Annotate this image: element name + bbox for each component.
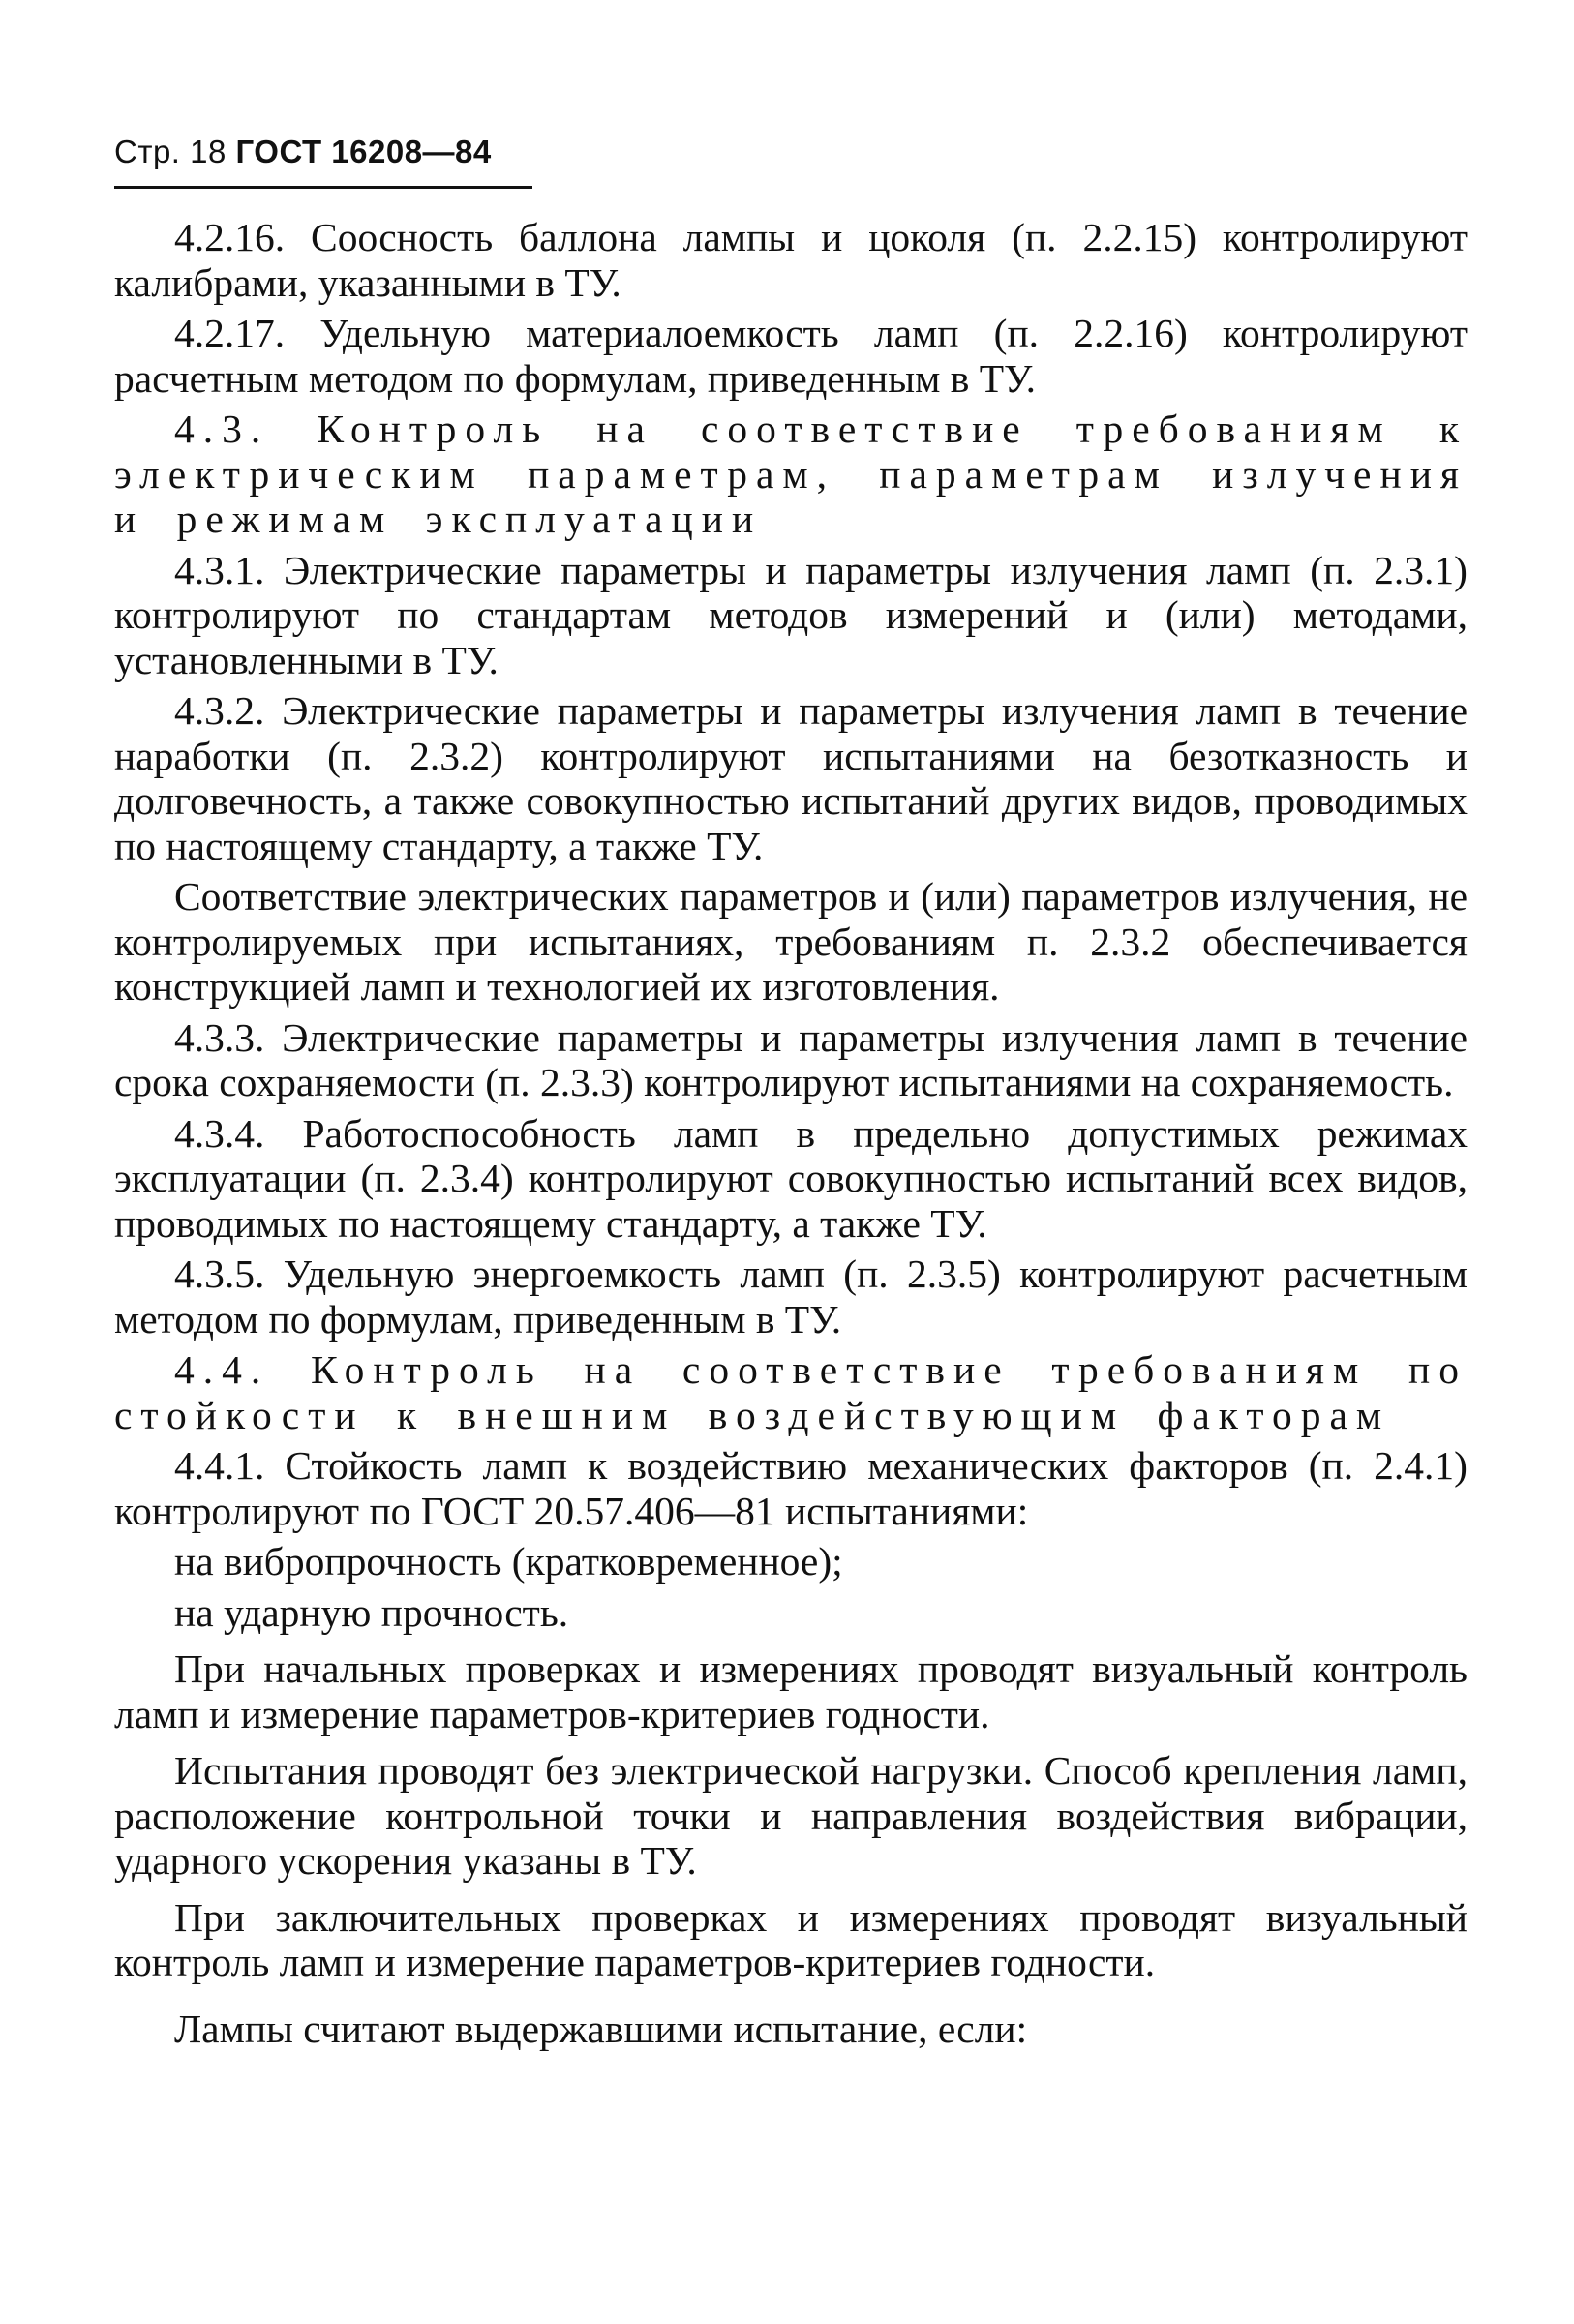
clause-4-3-4: 4.3.4. Работоспособность ламп в предельно допустимых режимах эксплуатации (п. 2.3.4) контролируют совокупностью испытаний всех видов, проводимых по настоящему стандарту, а также ТУ. [114, 1110, 1468, 1246]
paragraph-pass-criteria: Лампы считают выдержавшими испытание, если: [174, 2006, 1028, 2051]
clause-4-3-2: 4.3.2. Электрические параметры и параметры излучения ламп в течение наработки (п. 2.3.2) контролируют испытаниями на безотказность и долговечность, а также совокупностью испытаний других видов, проводимых по настоящему стандарту, а также ТУ. [114, 688, 1468, 868]
section-heading-4-3: 4.3. Контроль на соответствие требованиям к электрическим параметрам, параметрам излучения и режимам эксплуатации [114, 407, 1468, 541]
page-header [114, 134, 492, 170]
page-number: Стр. 18 [114, 134, 227, 169]
document-body [114, 215, 1468, 2051]
paragraph-initial-checks: При начальных проверках и измерениях проводят визуальный контроль ламп и измерение параметров-критериев годности. [114, 1646, 1468, 1736]
clause-4-2-17: 4.2.17. Удельную материалоемкость ламп (п. 2.2.16) контролируют расчетным методом по формулам, приведенным в ТУ. [114, 311, 1468, 401]
list-item-shock: на ударную прочность. [174, 1589, 569, 1635]
clause-4-3-3: 4.3.3. Электрические параметры и параметры излучения ламп в течение срока сохраняемости (п. 2.3.3) контролируют испытаниями на сохраняемость. [114, 1014, 1468, 1104]
paragraph-final-checks: При заключительных проверках и измерениях проводят визуальный контроль ламп и измерение параметров-критериев годности. [114, 1894, 1468, 1984]
clause-4-3-2-note: Соответствие электрических параметров и (или) параметров излучения, не контролируемых при испытаниях, требованиям п. 2.3.2 обеспечивается конструкцией ламп и технологией их изготовления. [114, 874, 1468, 1009]
clause-4-3-5: 4.3.5. Удельную энергоемкость ламп (п. 2.3.5) контролируют расчетным методом по формулам, приведенным в ТУ. [114, 1252, 1468, 1342]
clause-4-4-1: 4.4.1. Стойкость ламп к воздействию механических факторов (п. 2.4.1) контролируют по ГОСТ 20.57.406—81 испытаниями: [114, 1443, 1468, 1533]
standard-designation: ГОСТ 16208—84 [235, 134, 492, 169]
section-heading-4-4: 4.4. Контроль на соответствие требованиям по стойкости к внешним воздействующим факторам [114, 1347, 1468, 1437]
clause-4-3-1: 4.3.1. Электрические параметры и параметры излучения ламп (п. 2.3.1) контролируют по стандартам методов измерений и (или) методами, установленными в ТУ. [114, 547, 1468, 682]
list-item-vibration: на вибропрочность (кратковременное); [174, 1539, 843, 1584]
header-rule [114, 186, 532, 189]
clause-4-2-16: 4.2.16. Соосность баллона лампы и цоколя (п. 2.2.15) контролируют калибрами, указанными в ТУ. [114, 215, 1468, 305]
paragraph-test-conditions: Испытания проводят без электрической нагрузки. Способ крепления ламп, расположение контрольной точки и направления воздействия вибрации, ударного ускорения указаны в ТУ. [114, 1748, 1468, 1883]
